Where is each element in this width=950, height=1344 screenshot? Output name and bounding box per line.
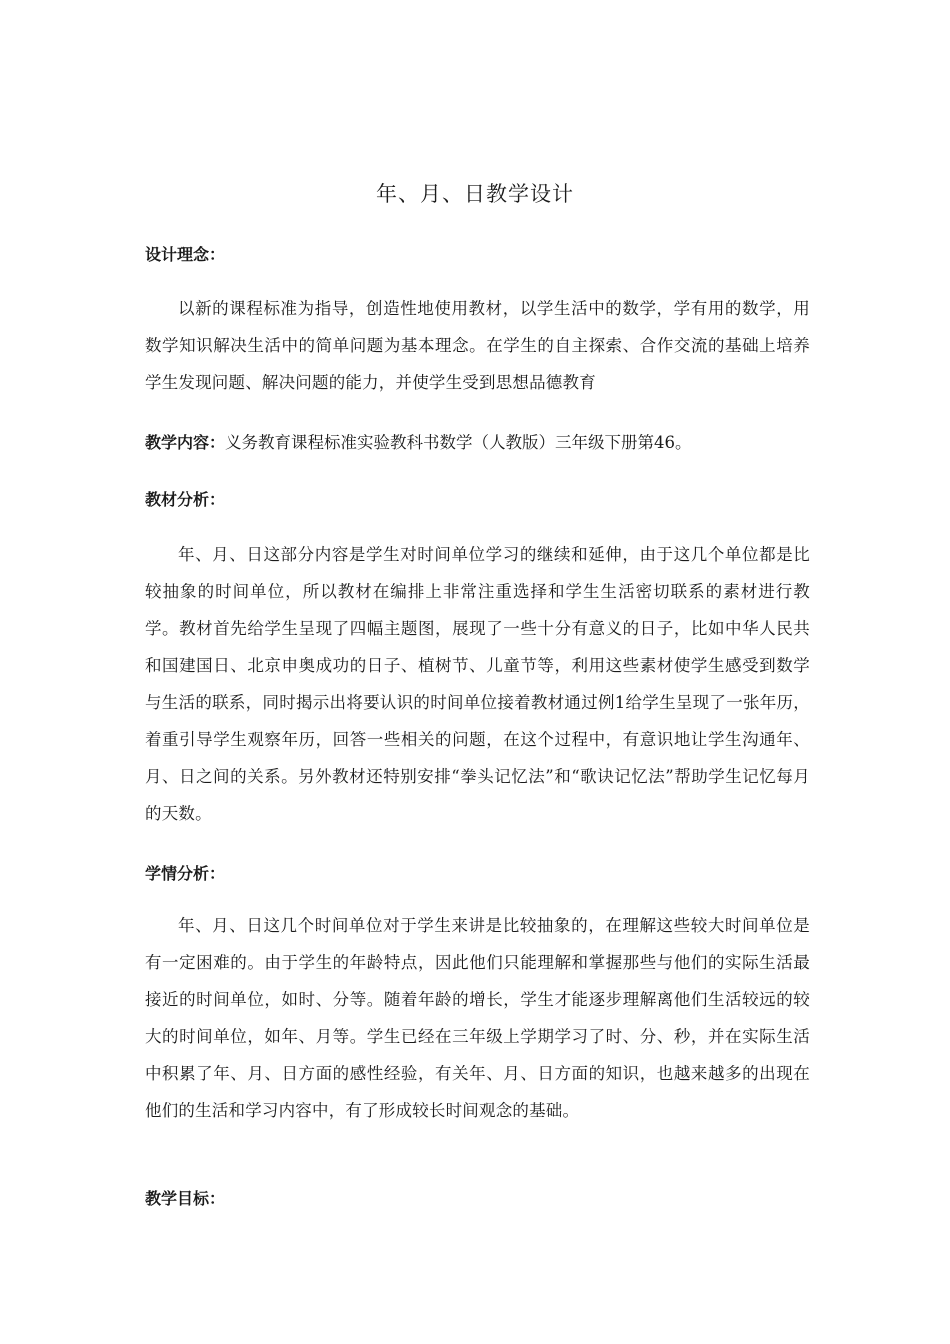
paragraph-material-analysis: 年、月、日这部分内容是学生对时间单位学习的继续和延伸，由于这几个单位都是比较抽象的时间单位，所以教材在编排上非常注重选择和学生生活密切联系的素材进行教学。教材首先给学生呈现了四幅主题图，展现了一些十分有意义的日子，比如中华人民共和国建国日、北京申奥成功的日子、植树节、儿童节等，利用这些素材使学生感受到数学与生活的联系，同时揭示出将要认识的时间单位接着教材通过例1给学生呈现了一张年历，着重引导学生观察年历，回答一些相关的问题，在这个过程中，有意识地让学生沟通年、月、日之间的关系。另外教材还特别安排“拳头记忆法”和“歌诀记忆法”帮助学生记忆每月的天数。 <box>145 545 810 823</box>
teaching-content-text: 义务教育课程标准实验教科书数学（人教版）三年级下册第46。 <box>225 433 692 452</box>
heading-material-analysis: 教材分析： <box>145 490 226 509</box>
paragraph-student-analysis: 年、月、日这几个时间单位对于学生来讲是比较抽象的，在理解这些较大时间单位是有一定困难的。由于学生的年龄特点，因此他们只能理解和掌握那些与他们的实际生活最接近的时间单位，如时、分等。随着年龄的增长，学生才能逐步理解离他们生活较远的较大的时间单位，如年、月等。学生已经在三年级上学期学习了时、分、秒，并在实际生活中积累了年、月、日方面的感性经验，有关年、月、日方面的知识，也越来越多的出现在他们的生活和学习内容中，有了形成较长时间观念的基础。 <box>145 916 810 1120</box>
teaching-content-row <box>145 431 825 455</box>
heading-design-concept: 设计理念： <box>145 245 226 264</box>
heading-teaching-content: 教学内容： <box>145 433 226 452</box>
document-title: 年、月、日教学设计 <box>376 182 574 206</box>
paragraph-design-concept: 以新的课程标准为指导，创造性地使用教材，以学生活中的数学，学有用的数学，用数学知识解决生活中的简单问题为基本理念。在学生的自主探索、合作交流的基础上培养学生发现问题、解决问题的能力，并使学生受到思想品德教育 <box>145 299 810 392</box>
heading-student-analysis: 学情分析： <box>145 864 226 883</box>
heading-teaching-goals: 教学目标： <box>145 1189 226 1208</box>
